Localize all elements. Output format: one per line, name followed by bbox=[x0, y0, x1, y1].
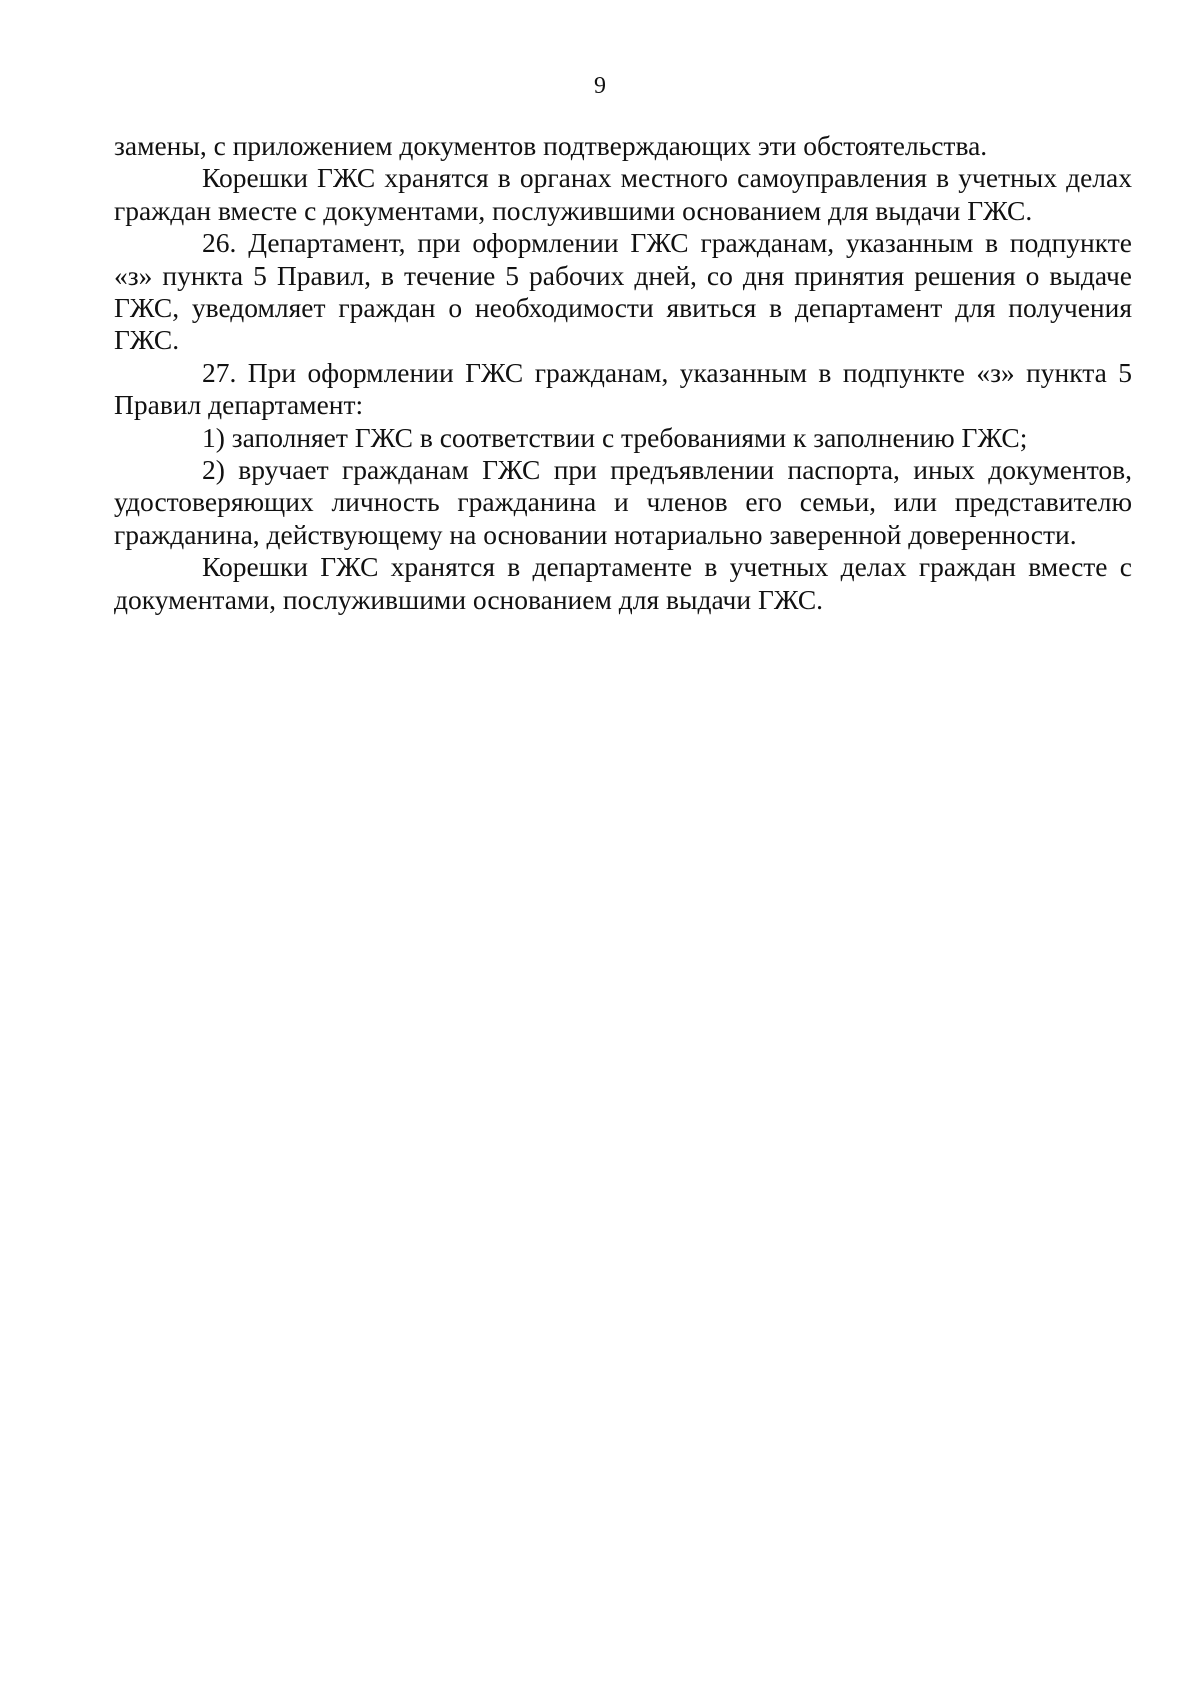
page-number: 9 bbox=[594, 73, 606, 99]
paragraph-item-26: 26. Департамент, при оформлении ГЖС гражданам, указанным в подпункте «з» пункта 5 Правил, в течение 5 рабочих дней, со дня принятия решения о выдаче ГЖС, уведомляет граждан о необходимости явиться в департамент для получения ГЖС. bbox=[114, 227, 1132, 356]
paragraph-subitem-2: 2) вручает гражданам ГЖС при предъявлении паспорта, иных документов, удостоверяющих личность гражданина и членов его семьи, или представителю гражданина, действующему на основании нотариально заверенной доверенности. bbox=[114, 454, 1132, 550]
paragraph-stubs-local-government: Корешки ГЖС хранятся в органах местного самоуправления в учетных делах граждан вместе с документами, послужившими основанием для выдачи ГЖС. bbox=[114, 162, 1132, 226]
paragraph-item-27: 27. При оформлении ГЖС гражданам, указанным в подпункте «з» пункта 5 Правил департамент: bbox=[114, 356, 1132, 421]
paragraph-continuation: замены, с приложением документов подтверждающих эти обстоятельства. bbox=[114, 130, 988, 161]
paragraph-subitem-1: 1) заполняет ГЖС в соответствии с требованиями к заполнению ГЖС; bbox=[202, 421, 1028, 453]
paragraph-stubs-department: Корешки ГЖС хранятся в департаменте в учетных делах граждан вместе с документами, послужившими основанием для выдачи ГЖС. bbox=[114, 551, 1132, 615]
document-body bbox=[114, 130, 1132, 616]
